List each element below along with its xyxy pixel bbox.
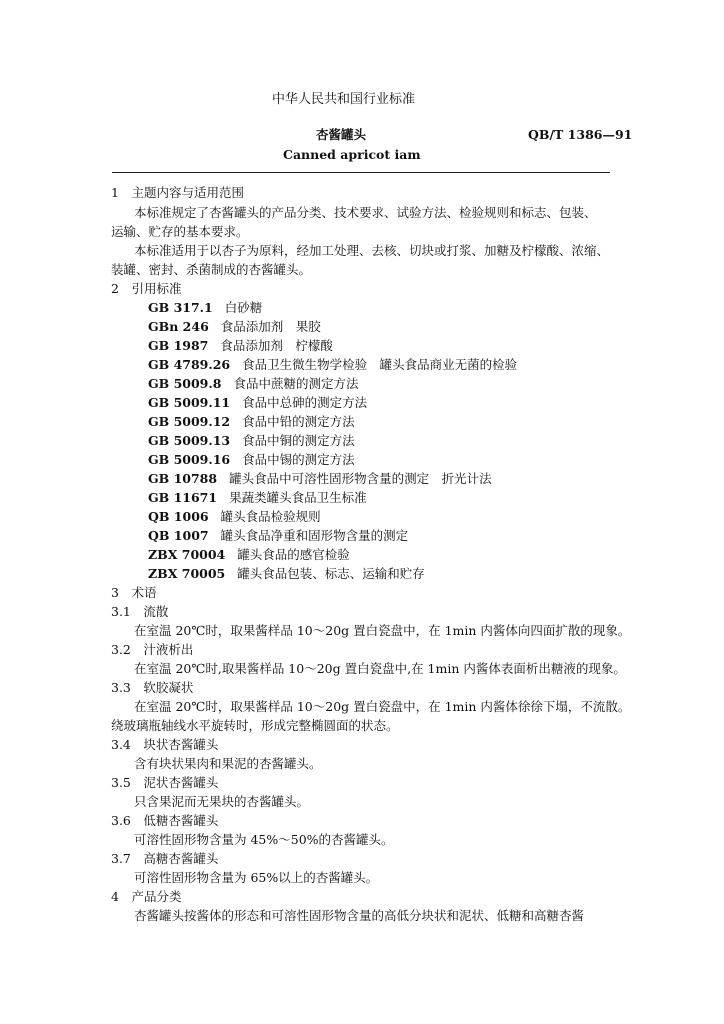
reference-name: 罐头食品中可溶性固形物含量的测定 折光计法 <box>229 471 492 486</box>
reference-name: 食品中蔗糖的测定方法 <box>233 376 359 391</box>
section-1-para2-line2: 装罐、密封、杀菌制成的杏酱罐头。 <box>111 262 312 277</box>
reference-item <box>148 357 517 373</box>
reference-item <box>148 414 355 430</box>
page-title: 杏酱罐头 <box>316 127 367 142</box>
reference-name: 白砂糖 <box>224 300 263 315</box>
reference-name: 食品添加剂 果胶 <box>220 319 321 334</box>
reference-code: ZBX 70005 <box>148 566 226 581</box>
header-divider <box>112 172 610 173</box>
english-title: Canned apricot iam <box>283 147 421 162</box>
section-1-para1-line2: 运输、贮存的基本要求。 <box>111 224 249 239</box>
reference-item <box>148 490 367 506</box>
reference-code: QB 1006 <box>148 509 209 524</box>
reference-name: 罐头食品检验规则 <box>220 509 321 524</box>
reference-code: QB 1007 <box>148 528 209 543</box>
reference-name: 食品中铅的测定方法 <box>242 414 355 429</box>
reference-name: 食品中锡的测定方法 <box>242 452 355 467</box>
standard-code: QB/T 1386—91 <box>528 127 633 142</box>
reference-code: ZBX 70004 <box>148 547 226 562</box>
reference-name: 食品添加剂 柠檬酸 <box>220 338 333 353</box>
section-1-para1-line1: 本标准规定了杏酱罐头的产品分类、技术要求、试验方法、检验规则和标志、包装、 <box>134 205 597 220</box>
term-3-7-body: 可溶性固形物含量为 65%以上的杏酱罐头。 <box>134 870 379 885</box>
reference-item <box>148 338 333 354</box>
reference-item <box>148 433 355 449</box>
reference-code: GB 11671 <box>148 490 218 505</box>
reference-name: 食品卫生微生物学检验 罐头食品商业无菌的检验 <box>242 357 518 372</box>
reference-item <box>148 528 408 544</box>
term-3-3-body-line1: 在室温 20℃时，取果酱样品 10～20g 置白瓷盘中，在 1min 内酱体徐徐下塌，不流散。 <box>134 699 631 714</box>
reference-item <box>148 566 425 582</box>
reference-code: GBn 246 <box>148 319 209 334</box>
term-3-5-heading: 3.5 泥状杏酱罐头 <box>111 775 219 790</box>
reference-item <box>148 300 262 316</box>
term-3-2-heading: 3.2 汁液析出 <box>111 642 194 657</box>
reference-item <box>148 395 367 411</box>
reference-name: 食品中总砷的测定方法 <box>242 395 368 410</box>
reference-code: GB 5009.13 <box>148 433 231 448</box>
term-3-6-heading: 3.6 低糖杏酱罐头 <box>111 813 219 828</box>
reference-code: GB 317.1 <box>148 300 213 315</box>
term-3-6-body: 可溶性固形物含量为 45%～50%的杏酱罐头。 <box>134 832 394 847</box>
section-1-heading: 1 主题内容与适用范围 <box>111 185 244 200</box>
section-3-heading: 3 术语 <box>111 585 157 600</box>
reference-item <box>148 452 355 468</box>
term-3-3-body-line2: 绕玻璃瓶轴线水平旋转时，形成完整椭圆面的状态。 <box>111 718 399 733</box>
reference-code: GB 5009.11 <box>148 395 231 410</box>
term-3-3-heading: 3.3 软胶凝状 <box>111 680 194 695</box>
section-1-para2-line1: 本标准适用于以杏子为原料，经加工处理、去核、切块或打浆、加糖及柠檬酸、浓缩、 <box>134 243 610 258</box>
reference-code: GB 4789.26 <box>148 357 231 372</box>
reference-code: GB 10788 <box>148 471 218 486</box>
reference-name: 罐头食品的感官检验 <box>237 547 350 562</box>
reference-code: GB 5009.12 <box>148 414 231 429</box>
term-3-1-heading: 3.1 流散 <box>111 604 169 619</box>
term-3-2-body: 在室温 20℃时,取果酱样品 10～20g 置白瓷盘中,在 1min 内酱体表面析出糖液的现象。 <box>134 661 626 676</box>
reference-name: 食品中铜的测定方法 <box>242 433 355 448</box>
reference-item <box>148 509 321 525</box>
reference-item <box>148 471 492 487</box>
term-3-7-heading: 3.7 高糖杏酱罐头 <box>111 851 219 866</box>
reference-name: 果蔬类罐头食品卫生标准 <box>229 490 367 505</box>
section-2-heading: 2 引用标准 <box>111 281 182 296</box>
reference-name: 罐头食品包装、标志、运输和贮存 <box>237 566 425 581</box>
section-4-body-line1: 杏酱罐头按酱体的形态和可溶性固形物含量的高低分块状和泥状、低糖和高糖杏酱 <box>134 908 585 923</box>
reference-code: GB 1987 <box>148 338 209 353</box>
reference-name: 罐头食品净重和固形物含量的测定 <box>220 528 409 543</box>
term-3-1-body: 在室温 20℃时，取果酱样品 10～20g 置白瓷盘中，在 1min 内酱体向四面扩散的现象。 <box>134 623 631 638</box>
term-3-5-body: 只含果泥而无果块的杏酱罐头。 <box>134 794 310 809</box>
term-3-4-heading: 3.4 块状杏酱罐头 <box>111 737 219 752</box>
reference-item <box>148 547 350 563</box>
section-4-heading: 4 产品分类 <box>111 889 182 904</box>
reference-item <box>148 376 358 392</box>
reference-code: GB 5009.16 <box>148 452 231 467</box>
reference-code: GB 5009.8 <box>148 376 222 391</box>
reference-item <box>148 319 321 335</box>
term-3-4-body: 含有块状果肉和果泥的杏酱罐头。 <box>134 756 322 771</box>
standard-org: 中华人民共和国行业标准 <box>272 92 416 107</box>
